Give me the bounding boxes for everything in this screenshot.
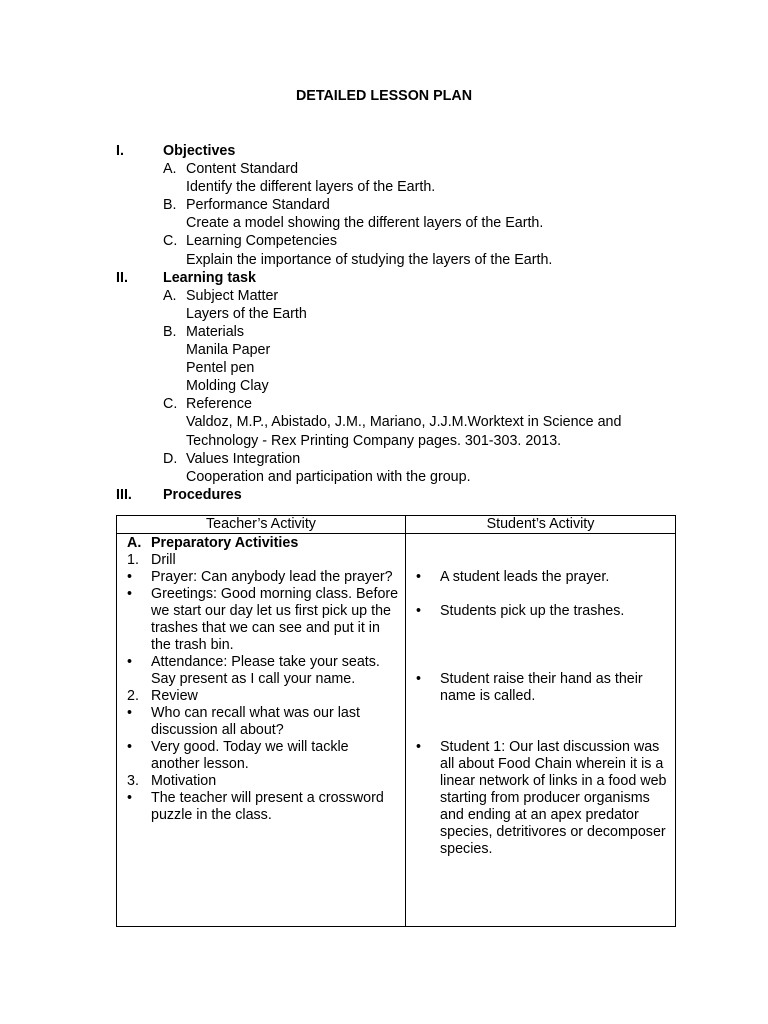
subsection-letter: C. — [163, 233, 178, 250]
list-item — [127, 569, 399, 586]
bullet-icon: • — [127, 569, 133, 585]
subsection-detail: Identify the different layers of the Earth. — [186, 179, 436, 196]
bullet-icon: • — [127, 739, 133, 755]
bullet-icon: • — [127, 705, 133, 721]
procedures-table — [116, 515, 676, 927]
subsection-label: Content Standard — [186, 161, 299, 178]
list-item — [416, 739, 669, 858]
reference-line: Valdoz, M.P., Abistado, J.M., Mariano, J.J.M.Worktext in Science and — [186, 414, 622, 431]
subsection-detail: Cooperation and participation with the group. — [186, 468, 471, 485]
section-title: Learning task — [163, 269, 256, 286]
list-text: Who can recall what was our last discussion all about? — [151, 705, 360, 738]
section-title: Procedures — [163, 486, 242, 503]
list-item — [416, 569, 669, 603]
table-header-row — [117, 516, 676, 534]
subsection-reference — [116, 395, 696, 413]
table-row — [117, 534, 676, 927]
subsection-materials — [116, 323, 696, 341]
section-numeral: III. — [116, 486, 132, 503]
bullet-icon: • — [416, 739, 422, 755]
list-marker: A. — [127, 535, 142, 551]
motivation-step — [127, 773, 399, 790]
review-step — [127, 688, 399, 705]
subsection-learning-competencies — [116, 232, 696, 250]
list-marker: 3. — [127, 773, 139, 789]
subsection-label: Subject Matter — [186, 287, 279, 304]
bullet-icon: • — [127, 586, 133, 602]
subsection-letter: B. — [163, 197, 177, 214]
list-item — [127, 705, 399, 739]
teacher-activity-header: Teacher’s Activity — [117, 516, 406, 534]
section-numeral: II. — [116, 269, 128, 286]
bullet-icon: • — [416, 569, 422, 585]
list-text: Review — [151, 688, 198, 704]
list-marker: 2. — [127, 688, 139, 704]
subsection-detail: Create a model showing the different layers of the Earth. — [186, 215, 544, 232]
list-text: The teacher will present a crossword puzzle in the class. — [151, 790, 384, 823]
subsection-content-standard — [116, 160, 696, 178]
subsection-letter: D. — [163, 450, 178, 467]
subsection-performance-standard — [116, 196, 696, 214]
teacher-activity-cell — [117, 534, 406, 927]
student-activity-header: Student’s Activity — [406, 516, 676, 534]
lesson-outline — [116, 142, 696, 504]
bullet-icon: • — [416, 671, 422, 687]
bullet-icon: • — [127, 654, 133, 670]
material-item: Molding Clay — [186, 378, 269, 395]
material-item: Pentel pen — [186, 360, 255, 377]
list-text: Student raise their hand as their name is called. — [440, 671, 643, 704]
subsection-label: Values Integration — [186, 450, 301, 467]
section-procedures — [116, 486, 696, 504]
preparatory-activities-heading — [127, 535, 399, 552]
list-text: Prayer: Can anybody lead the prayer? — [151, 569, 393, 585]
subsection-detail: Explain the importance of studying the layers of the Earth. — [186, 251, 553, 268]
list-item — [127, 790, 399, 824]
drill-step — [127, 552, 399, 569]
list-item — [416, 603, 669, 671]
list-text: Students pick up the trashes. — [440, 603, 625, 619]
subsection-label: Performance Standard — [186, 197, 330, 214]
list-text: Greetings: Good morning class. Before we start our day let us first pick up the trashes that we can see and put it in the trash bin. — [151, 586, 399, 653]
list-text: Very good. Today we will tackle another lesson. — [151, 739, 349, 772]
subsection-label: Learning Competencies — [186, 233, 338, 250]
subsection-values-integration — [116, 450, 696, 468]
subsection-letter: A. — [163, 161, 177, 178]
list-item — [127, 654, 399, 688]
section-objectives — [116, 142, 696, 160]
list-item — [416, 671, 669, 739]
subsection-letter: A. — [163, 287, 177, 304]
subsection-label: Materials — [186, 323, 244, 340]
bullet-icon: • — [416, 603, 422, 619]
material-item: Manila Paper — [186, 342, 271, 359]
subsection-letter: C. — [163, 396, 178, 413]
subsection-subject-matter — [116, 287, 696, 305]
list-text: Preparatory Activities — [151, 535, 299, 551]
subsection-label: Reference — [186, 396, 252, 413]
subsection-letter: B. — [163, 323, 177, 340]
student-activity-cell — [406, 534, 676, 927]
list-text: Student 1: Our last discussion was all about Food Chain wherein it is a linear network of links in a food web starting from producer organisms and ending at an apex predator species, detritivores or decomposer species. — [440, 739, 667, 857]
list-text: Drill — [151, 552, 176, 568]
list-marker: 1. — [127, 552, 139, 568]
list-item — [127, 739, 399, 773]
section-learning-task — [116, 269, 696, 287]
list-item — [127, 586, 399, 654]
section-title: Objectives — [163, 143, 236, 159]
reference-line: Technology - Rex Printing Company pages. 301-303. 2013. — [186, 432, 562, 449]
list-text: Motivation — [151, 773, 217, 789]
bullet-icon: • — [127, 790, 133, 806]
page-title: DETAILED LESSON PLAN — [295, 88, 473, 104]
list-text: Attendance: Please take your seats. Say present as I call your name. — [151, 654, 380, 687]
section-numeral: I. — [116, 143, 124, 159]
list-text: A student leads the prayer. — [440, 569, 610, 585]
subsection-detail: Layers of the Earth — [186, 305, 307, 322]
